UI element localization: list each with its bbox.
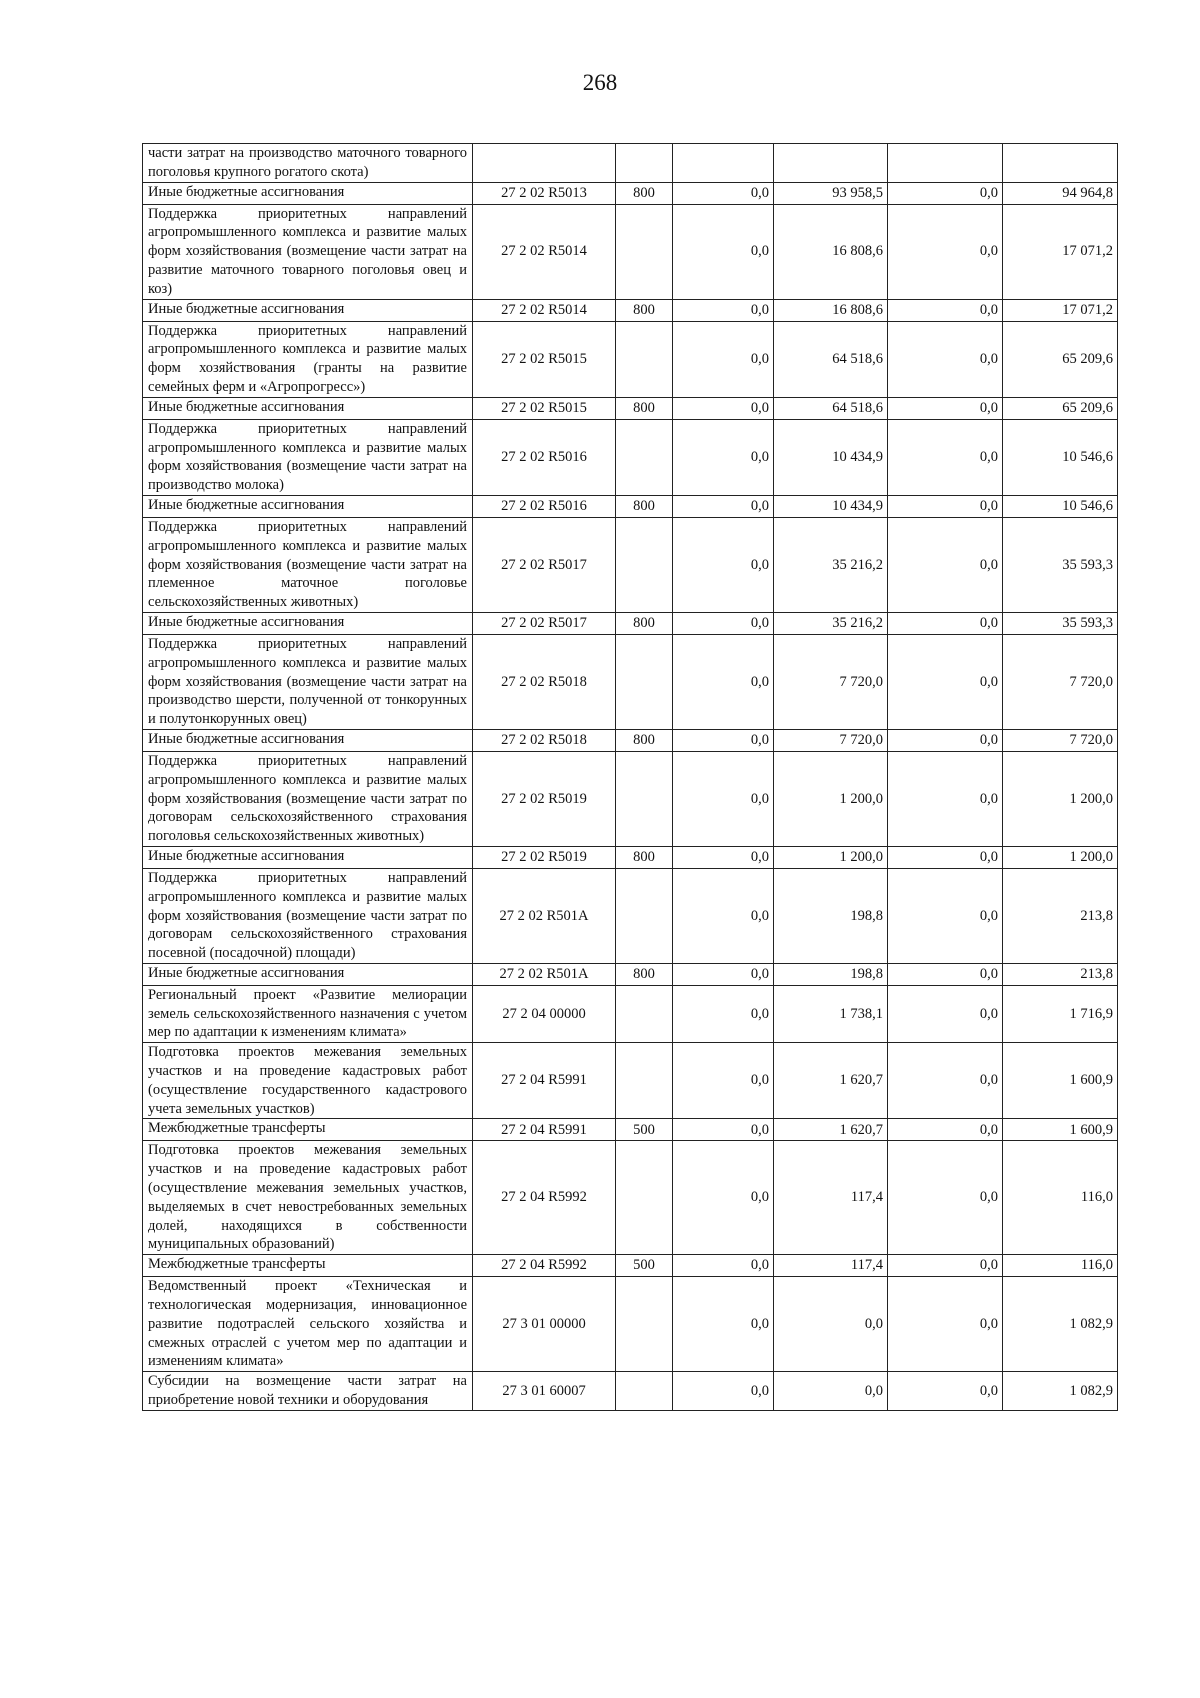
row-value-2-cell: 198,8 — [774, 868, 888, 963]
row-value-1-cell: 0,0 — [673, 1141, 774, 1255]
row-value-4-cell: 94 964,8 — [1003, 182, 1118, 204]
row-value-4-cell: 7 720,0 — [1003, 634, 1118, 729]
row-value-1-cell: 0,0 — [673, 846, 774, 868]
row-code-cell: 27 2 04 R5992 — [473, 1255, 616, 1277]
row-code-cell: 27 2 02 R501A — [473, 868, 616, 963]
row-value-3-cell: 0,0 — [888, 1255, 1003, 1277]
row-name-cell: Поддержка приоритетных направлений агропромышленного комплекса и развитие малых форм хозяйствования (возмещение части затрат на племенное маточное поголовье сельскохозяйственных животных) — [143, 517, 473, 612]
row-value-4-cell: 1 082,9 — [1003, 1372, 1118, 1411]
row-value-1-cell: 0,0 — [673, 963, 774, 985]
table-row — [143, 517, 1118, 612]
row-value-4-cell: 10 546,6 — [1003, 419, 1118, 495]
row-value-2-cell: 117,4 — [774, 1255, 888, 1277]
row-value-3-cell — [888, 144, 1003, 183]
row-expense-type-cell — [616, 144, 673, 183]
row-value-1-cell: 0,0 — [673, 985, 774, 1042]
row-value-2-cell: 35 216,2 — [774, 612, 888, 634]
row-code-cell: 27 2 02 R5015 — [473, 321, 616, 397]
row-value-2-cell: 93 958,5 — [774, 182, 888, 204]
row-code-cell: 27 2 02 R5013 — [473, 182, 616, 204]
row-expense-type-cell — [616, 517, 673, 612]
row-code-cell: 27 2 04 R5991 — [473, 1119, 616, 1141]
row-value-4-cell — [1003, 144, 1118, 183]
row-value-3-cell: 0,0 — [888, 985, 1003, 1042]
row-name-cell: Иные бюджетные ассигнования — [143, 299, 473, 321]
row-code-cell: 27 2 02 R5017 — [473, 612, 616, 634]
row-expense-type-cell — [616, 321, 673, 397]
row-name-cell: Поддержка приоритетных направлений агропромышленного комплекса и развитие малых форм хозяйствования (возмещение части затрат на производство шерсти, полученной от тонкорунных и полутонкорунных овец) — [143, 634, 473, 729]
row-value-1-cell: 0,0 — [673, 321, 774, 397]
row-value-1-cell: 0,0 — [673, 729, 774, 751]
row-name-cell: Поддержка приоритетных направлений агропромышленного комплекса и развитие малых форм хозяйствования (возмещение части затрат на развитие маточного товарного поголовья овец и коз) — [143, 204, 473, 299]
row-name-cell: Иные бюджетные ассигнования — [143, 963, 473, 985]
row-value-2-cell: 7 720,0 — [774, 729, 888, 751]
row-value-4-cell: 65 209,6 — [1003, 321, 1118, 397]
row-value-4-cell: 1 716,9 — [1003, 985, 1118, 1042]
budget-table — [142, 143, 1118, 1411]
row-name-cell: части затрат на производство маточного товарного поголовья крупного рогатого скота) — [143, 144, 473, 183]
row-code-cell: 27 2 02 R501A — [473, 963, 616, 985]
row-value-3-cell: 0,0 — [888, 868, 1003, 963]
table-row — [143, 321, 1118, 397]
row-expense-type-cell: 800 — [616, 397, 673, 419]
row-value-2-cell: 0,0 — [774, 1277, 888, 1372]
row-expense-type-cell: 800 — [616, 612, 673, 634]
row-expense-type-cell — [616, 868, 673, 963]
row-value-4-cell: 1 200,0 — [1003, 751, 1118, 846]
row-value-2-cell: 35 216,2 — [774, 517, 888, 612]
row-value-4-cell: 35 593,3 — [1003, 612, 1118, 634]
row-value-4-cell: 1 200,0 — [1003, 846, 1118, 868]
row-value-3-cell: 0,0 — [888, 517, 1003, 612]
row-value-3-cell: 0,0 — [888, 321, 1003, 397]
row-value-4-cell: 1 082,9 — [1003, 1277, 1118, 1372]
row-code-cell: 27 2 02 R5017 — [473, 517, 616, 612]
row-value-3-cell: 0,0 — [888, 1277, 1003, 1372]
table-row — [143, 868, 1118, 963]
row-value-3-cell: 0,0 — [888, 729, 1003, 751]
row-name-cell: Иные бюджетные ассигнования — [143, 612, 473, 634]
row-code-cell: 27 3 01 00000 — [473, 1277, 616, 1372]
row-value-2-cell: 117,4 — [774, 1141, 888, 1255]
row-value-3-cell: 0,0 — [888, 1372, 1003, 1411]
row-value-1-cell: 0,0 — [673, 517, 774, 612]
row-expense-type-cell — [616, 419, 673, 495]
row-name-cell: Иные бюджетные ассигнования — [143, 182, 473, 204]
table-row — [143, 204, 1118, 299]
row-value-1-cell: 0,0 — [673, 299, 774, 321]
row-value-4-cell: 1 600,9 — [1003, 1043, 1118, 1119]
row-name-cell: Поддержка приоритетных направлений агропромышленного комплекса и развитие малых форм хозяйствования (гранты на развитие семейных ферм и «Агропрогресс») — [143, 321, 473, 397]
row-code-cell: 27 2 02 R5016 — [473, 419, 616, 495]
row-expense-type-cell — [616, 204, 673, 299]
row-code-cell: 27 2 02 R5014 — [473, 204, 616, 299]
row-value-1-cell: 0,0 — [673, 419, 774, 495]
row-name-cell: Межбюджетные трансферты — [143, 1255, 473, 1277]
row-expense-type-cell: 800 — [616, 729, 673, 751]
row-code-cell: 27 3 01 60007 — [473, 1372, 616, 1411]
table-row — [143, 419, 1118, 495]
row-value-1-cell: 0,0 — [673, 1372, 774, 1411]
table-row — [143, 1277, 1118, 1372]
row-value-1-cell: 0,0 — [673, 751, 774, 846]
row-value-1-cell: 0,0 — [673, 1277, 774, 1372]
row-value-2-cell: 64 518,6 — [774, 397, 888, 419]
row-name-cell: Подготовка проектов межевания земельных участков и на проведение кадастровых работ (осуществление государственного кадастрового учета земельных участков) — [143, 1043, 473, 1119]
row-value-4-cell: 1 600,9 — [1003, 1119, 1118, 1141]
row-value-2-cell: 1 200,0 — [774, 846, 888, 868]
table-row — [143, 1119, 1118, 1141]
row-value-4-cell: 65 209,6 — [1003, 397, 1118, 419]
row-value-1-cell: 0,0 — [673, 612, 774, 634]
row-expense-type-cell — [616, 1372, 673, 1411]
row-code-cell: 27 2 02 R5019 — [473, 751, 616, 846]
row-name-cell: Региональный проект «Развитие мелиорации земель сельскохозяйственного назначения с учетом мер по адаптации к изменениям климата» — [143, 985, 473, 1042]
row-value-3-cell: 0,0 — [888, 182, 1003, 204]
row-value-1-cell: 0,0 — [673, 634, 774, 729]
table-row — [143, 1043, 1118, 1119]
row-value-1-cell: 0,0 — [673, 204, 774, 299]
row-expense-type-cell: 800 — [616, 846, 673, 868]
row-value-4-cell: 17 071,2 — [1003, 299, 1118, 321]
table-row — [143, 1372, 1118, 1411]
row-name-cell: Ведомственный проект «Техническая и технологическая модернизация, инновационное развитие подотраслей сельского хозяйства и смежных отраслей с учетом мер по адаптации и изменениям климата» — [143, 1277, 473, 1372]
row-value-4-cell: 116,0 — [1003, 1141, 1118, 1255]
row-value-2-cell: 1 200,0 — [774, 751, 888, 846]
row-code-cell: 27 2 04 R5992 — [473, 1141, 616, 1255]
table-row — [143, 182, 1118, 204]
row-name-cell: Иные бюджетные ассигнования — [143, 729, 473, 751]
row-value-2-cell: 1 620,7 — [774, 1043, 888, 1119]
table-row — [143, 1255, 1118, 1277]
row-code-cell: 27 2 02 R5018 — [473, 729, 616, 751]
row-value-3-cell: 0,0 — [888, 634, 1003, 729]
row-value-3-cell: 0,0 — [888, 1141, 1003, 1255]
row-value-3-cell: 0,0 — [888, 495, 1003, 517]
row-value-3-cell: 0,0 — [888, 963, 1003, 985]
row-value-2-cell — [774, 144, 888, 183]
row-expense-type-cell: 800 — [616, 495, 673, 517]
table-row — [143, 985, 1118, 1042]
row-code-cell: 27 2 04 R5991 — [473, 1043, 616, 1119]
table-row — [143, 634, 1118, 729]
row-expense-type-cell — [616, 751, 673, 846]
row-code-cell: 27 2 02 R5018 — [473, 634, 616, 729]
row-value-4-cell: 116,0 — [1003, 1255, 1118, 1277]
row-expense-type-cell — [616, 1043, 673, 1119]
row-value-1-cell: 0,0 — [673, 1043, 774, 1119]
row-value-2-cell: 1 620,7 — [774, 1119, 888, 1141]
row-value-4-cell: 35 593,3 — [1003, 517, 1118, 612]
row-expense-type-cell — [616, 985, 673, 1042]
row-value-3-cell: 0,0 — [888, 397, 1003, 419]
table-row — [143, 397, 1118, 419]
table-row — [143, 963, 1118, 985]
row-value-2-cell: 16 808,6 — [774, 204, 888, 299]
row-code-cell: 27 2 02 R5019 — [473, 846, 616, 868]
row-value-4-cell: 17 071,2 — [1003, 204, 1118, 299]
table-row — [143, 299, 1118, 321]
row-code-cell: 27 2 04 00000 — [473, 985, 616, 1042]
row-value-1-cell: 0,0 — [673, 1255, 774, 1277]
page-number: 268 — [582, 70, 618, 95]
row-value-2-cell: 0,0 — [774, 1372, 888, 1411]
row-code-cell — [473, 144, 616, 183]
row-value-3-cell: 0,0 — [888, 1043, 1003, 1119]
table-row — [143, 1141, 1118, 1255]
row-value-1-cell: 0,0 — [673, 397, 774, 419]
row-expense-type-cell: 500 — [616, 1119, 673, 1141]
row-value-4-cell: 213,8 — [1003, 868, 1118, 963]
row-value-2-cell: 7 720,0 — [774, 634, 888, 729]
row-value-3-cell: 0,0 — [888, 299, 1003, 321]
row-value-3-cell: 0,0 — [888, 204, 1003, 299]
row-expense-type-cell: 800 — [616, 182, 673, 204]
table-row — [143, 144, 1118, 183]
row-value-2-cell: 64 518,6 — [774, 321, 888, 397]
row-name-cell: Иные бюджетные ассигнования — [143, 495, 473, 517]
row-expense-type-cell: 800 — [616, 299, 673, 321]
table-row — [143, 751, 1118, 846]
row-name-cell: Поддержка приоритетных направлений агропромышленного комплекса и развитие малых форм хозяйствования (возмещение части затрат по договорам сельскохозяйственного страхования посевной (посадочной) площади) — [143, 868, 473, 963]
row-value-3-cell: 0,0 — [888, 1119, 1003, 1141]
table-row — [143, 495, 1118, 517]
row-expense-type-cell — [616, 1277, 673, 1372]
row-value-2-cell: 10 434,9 — [774, 495, 888, 517]
row-code-cell: 27 2 02 R5014 — [473, 299, 616, 321]
row-value-3-cell: 0,0 — [888, 751, 1003, 846]
row-expense-type-cell: 500 — [616, 1255, 673, 1277]
row-code-cell: 27 2 02 R5015 — [473, 397, 616, 419]
row-value-3-cell: 0,0 — [888, 846, 1003, 868]
row-value-1-cell: 0,0 — [673, 1119, 774, 1141]
table-row — [143, 612, 1118, 634]
row-name-cell: Иные бюджетные ассигнования — [143, 846, 473, 868]
row-value-1-cell: 0,0 — [673, 495, 774, 517]
row-name-cell: Поддержка приоритетных направлений агропромышленного комплекса и развитие малых форм хозяйствования (возмещение части затрат на производство молока) — [143, 419, 473, 495]
row-value-2-cell: 10 434,9 — [774, 419, 888, 495]
row-name-cell: Иные бюджетные ассигнования — [143, 397, 473, 419]
row-expense-type-cell — [616, 1141, 673, 1255]
row-name-cell: Поддержка приоритетных направлений агропромышленного комплекса и развитие малых форм хозяйствования (возмещение части затрат по договорам сельскохозяйственного страхования поголовья сельскохозяйственных животных) — [143, 751, 473, 846]
table-row — [143, 729, 1118, 751]
row-value-4-cell: 213,8 — [1003, 963, 1118, 985]
table-row — [143, 846, 1118, 868]
row-value-1-cell — [673, 144, 774, 183]
row-value-4-cell: 7 720,0 — [1003, 729, 1118, 751]
row-value-2-cell: 1 738,1 — [774, 985, 888, 1042]
row-name-cell: Субсидии на возмещение части затрат на приобретение новой техники и оборудования — [143, 1372, 473, 1411]
row-expense-type-cell: 800 — [616, 963, 673, 985]
row-value-4-cell: 10 546,6 — [1003, 495, 1118, 517]
row-name-cell: Подготовка проектов межевания земельных участков и на проведение кадастровых работ (осуществление межевания земельных участков, выделяемых в счет невостребованных земельных долей, находящихся в собственности муниципальных образований) — [143, 1141, 473, 1255]
row-name-cell: Межбюджетные трансферты — [143, 1119, 473, 1141]
row-value-3-cell: 0,0 — [888, 419, 1003, 495]
row-value-2-cell: 198,8 — [774, 963, 888, 985]
row-value-2-cell: 16 808,6 — [774, 299, 888, 321]
row-expense-type-cell — [616, 634, 673, 729]
row-value-3-cell: 0,0 — [888, 612, 1003, 634]
row-code-cell: 27 2 02 R5016 — [473, 495, 616, 517]
row-value-1-cell: 0,0 — [673, 868, 774, 963]
row-value-1-cell: 0,0 — [673, 182, 774, 204]
